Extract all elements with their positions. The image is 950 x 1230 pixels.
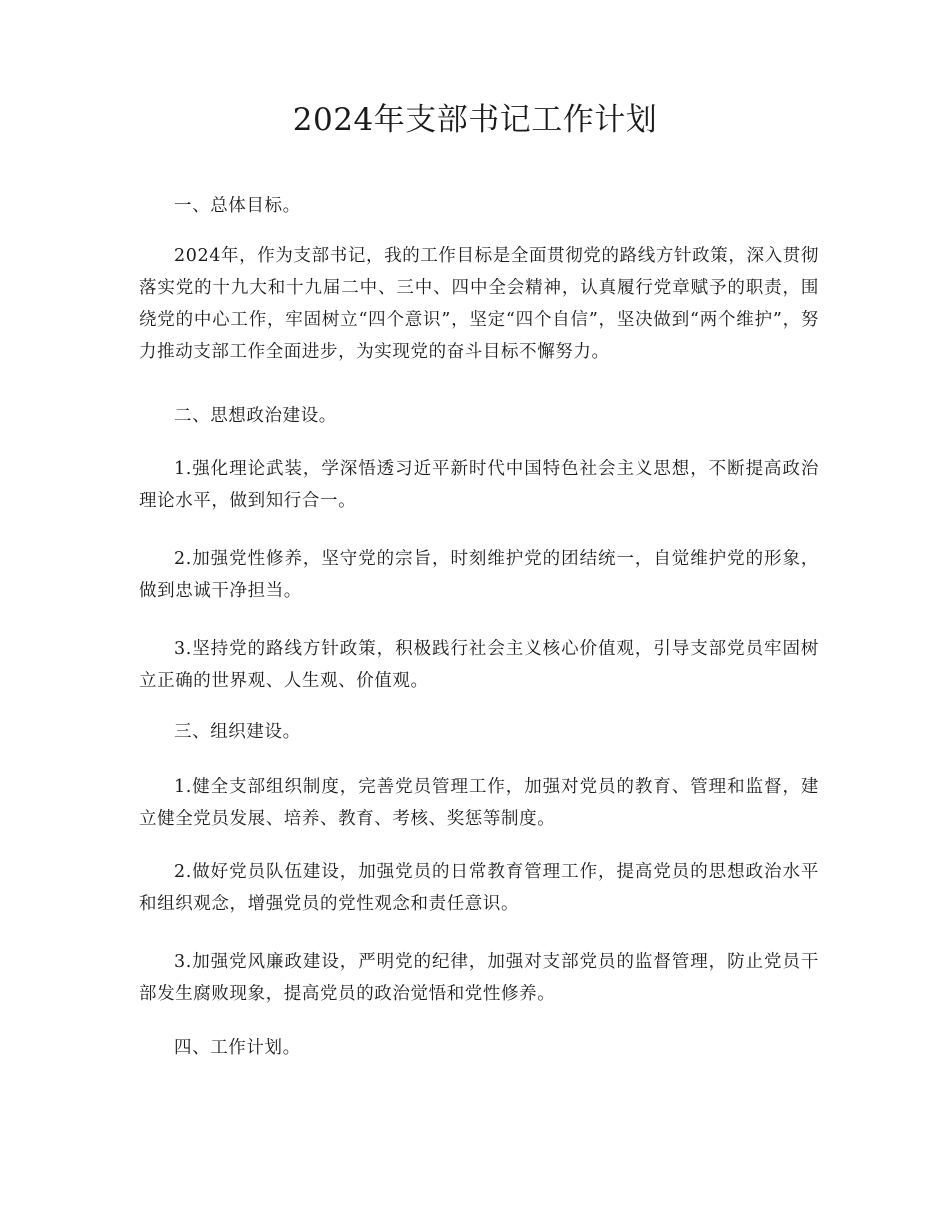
section-heading-ideological: 二、思想政治建设。: [174, 406, 337, 426]
paragraph-organization-2: 2.做好党员队伍建设，加强党员的日常教育管理工作，提高党员的思想政治水平和组织观念，增强党员的党性观念和责任意识。: [139, 862, 819, 914]
paragraph-ideological-1: 1.强化理论武装，学深悟透习近平新时代中国特色社会主义思想，不断提高政治理论水平，做到知行合一。: [139, 459, 819, 511]
paragraph-organization-3: 3.加强党风廉政建设，严明党的纪律，加强对支部党员的监督管理，防止党员干部发生腐败现象，提高党员的政治觉悟和党性修养。: [139, 952, 819, 1004]
paragraph-organization-1: 1.健全支部组织制度，完善党员管理工作，加强对党员的教育、管理和监督，建立健全党员发展、培养、教育、考核、奖惩等制度。: [139, 777, 819, 829]
paragraph-ideological-3: 3.坚持党的路线方针政策，积极践行社会主义核心价值观，引导支部党员牢固树立正确的世界观、人生观、价值观。: [139, 639, 819, 691]
paragraph-overall-goal: 2024年，作为支部书记，我的工作目标是全面贯彻党的路线方针政策，深入贯彻落实党的十九大和十九届二中、三中、四中全会精神，认真履行党章赋予的职责，围绕党的中心工作，牢固树立“四个意识”，坚定“四个自信”，坚决做到“两个维护”，努力推动支部工作全面进步，为实现党的奋斗目标不懈努力。: [139, 246, 819, 362]
document-title: 2024年支部书记工作计划: [292, 102, 658, 138]
section-heading-organization: 三、组织建设。: [174, 722, 301, 742]
section-heading-work-plan: 四、工作计划。: [174, 1038, 301, 1058]
paragraph-ideological-2: 2.加强党性修养，坚守党的宗旨，时刻维护党的团结统一，自觉维护党的形象，做到忠诚干净担当。: [139, 549, 819, 601]
section-heading-overall-goal: 一、总体目标。: [174, 196, 301, 216]
